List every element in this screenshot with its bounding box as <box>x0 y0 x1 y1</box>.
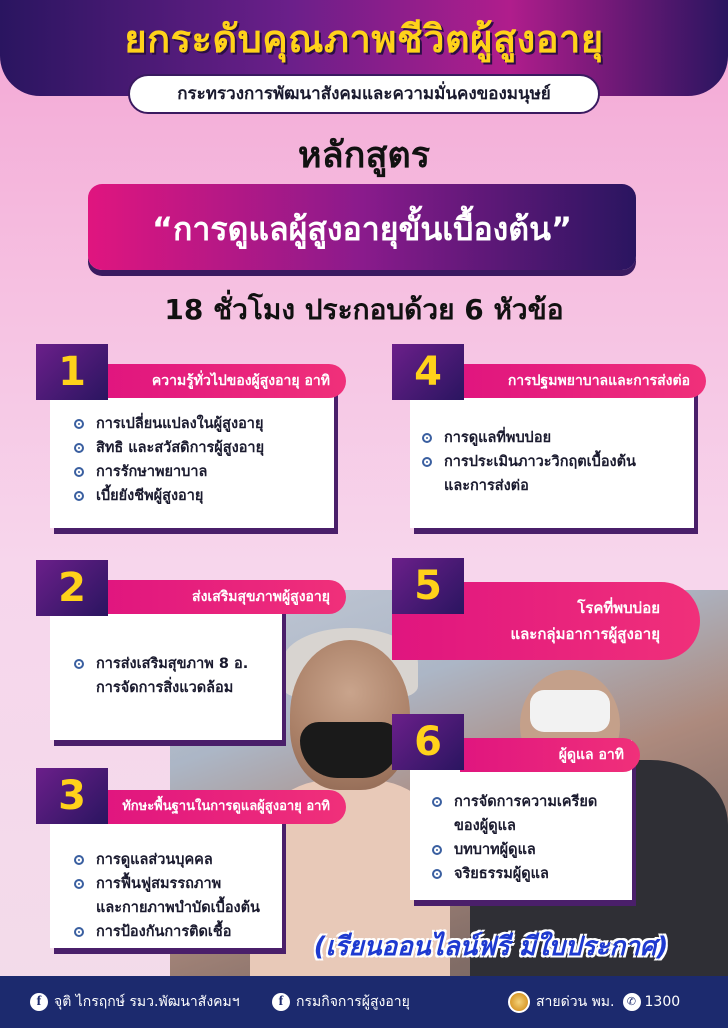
list-item-continuation: และกายภาพบำบัดเบื้องต้น <box>96 900 260 916</box>
list-item-continuation: ของผู้ดูแล <box>454 818 516 834</box>
list-item: เบี้ยยังชีพผู้สูงอายุ <box>74 484 264 508</box>
bullet-icon <box>422 457 432 467</box>
list-item: การป้องกันการติดเชื้อ <box>74 920 260 944</box>
list-item-continuation: และการส่งต่อ <box>444 478 529 494</box>
topic-number-6: 6 <box>392 714 464 770</box>
list-item: การส่งเสริมสุขภาพ 8 อ. <box>74 652 248 676</box>
topic-number-4: 4 <box>392 344 464 400</box>
bullet-icon <box>422 433 432 443</box>
list-item: การประเมินภาวะวิกฤตเบื้องต้น <box>422 450 636 474</box>
photo-face-mask-black <box>300 722 400 778</box>
bullet-icon <box>74 659 84 669</box>
online-free-note: (เรียนออนไลน์ฟรี มีใบประกาศ) <box>313 932 669 962</box>
topic-number-2: 2 <box>36 560 108 616</box>
list-item: การดูแลส่วนบุคคล <box>74 848 260 872</box>
photo-face-mask-white <box>530 690 610 732</box>
topic-number-1: 1 <box>36 344 108 400</box>
topic-title-1: ความรู้ทั่วไปของผู้สูงอายุ อาทิ <box>100 364 346 398</box>
bullet-icon <box>74 855 84 865</box>
topic-title-2: ส่งเสริมสุขภาพผู้สูงอายุ <box>100 580 346 614</box>
bullet-icon <box>74 419 84 429</box>
footer-hotline[interactable]: สายด่วน พม. ✆ 1300 <box>508 990 680 1014</box>
bullet-icon <box>74 467 84 477</box>
footer-facebook-minister[interactable]: f จุติ ไกรฤกษ์ รมว.พัฒนาสังคมฯ <box>30 990 240 1014</box>
topic-number-5: 5 <box>392 558 464 614</box>
topic-items-3 <box>74 848 260 944</box>
bullet-icon <box>74 927 84 937</box>
course-name: “การดูแลผู้สูงอายุขั้นเบื้องต้น” <box>152 210 572 248</box>
topic-number-3: 3 <box>36 768 108 824</box>
bullet-icon <box>74 491 84 501</box>
topic-items-2 <box>74 652 248 700</box>
list-item: การรักษาพยาบาล <box>74 460 264 484</box>
duration-summary: 18 ชั่วโมง ประกอบด้วย 6 หัวข้อ <box>164 293 564 326</box>
main-title: ยกระดับคุณภาพชีวิตผู้สูงอายุ <box>124 17 604 61</box>
topic-items-1 <box>74 412 264 508</box>
facebook-icon: f <box>272 993 290 1011</box>
bullet-icon <box>432 797 442 807</box>
list-item: สิทธิ และสวัสดิการผู้สูงอายุ <box>74 436 264 460</box>
bullet-icon <box>432 845 442 855</box>
bullet-icon <box>74 879 84 889</box>
topic-title-6: ผู้ดูแล อาทิ <box>460 738 640 772</box>
topic-title-4: การปฐมพยาบาลและการส่งต่อ <box>460 364 706 398</box>
list-item: บทบาทผู้ดูแล <box>432 838 597 862</box>
footer-facebook-department[interactable]: f กรมกิจการผู้สูงอายุ <box>272 990 410 1014</box>
ministry-pill: กระทรวงการพัฒนาสังคมและความมั่นคงของมนุษย์ <box>128 74 600 114</box>
topic-title-5: โรคที่พบบ่อย และกลุ่มอาการผู้สูงอายุ <box>392 582 700 660</box>
facebook-icon: f <box>30 993 48 1011</box>
ministry-seal-icon <box>508 991 530 1013</box>
list-item: จริยธรรมผู้ดูแล <box>432 862 597 886</box>
list-item-continuation: การจัดการสิ่งแวดล้อม <box>96 680 234 696</box>
bullet-icon <box>74 443 84 453</box>
bullet-icon <box>432 869 442 879</box>
phone-icon: ✆ <box>623 993 641 1011</box>
course-label: หลักสูตร <box>297 135 431 176</box>
topic-items-6 <box>432 790 597 886</box>
list-item: การเปลี่ยนแปลงในผู้สูงอายุ <box>74 412 264 436</box>
list-item: การฟื้นฟูสมรรถภาพ <box>74 872 260 896</box>
topic-items-4 <box>422 426 636 498</box>
list-item: การดูแลที่พบบ่อย <box>422 426 636 450</box>
topic-title-3: ทักษะพื้นฐานในการดูแลผู้สูงอายุ อาทิ <box>100 790 346 824</box>
list-item: การจัดการความเครียด <box>432 790 597 814</box>
